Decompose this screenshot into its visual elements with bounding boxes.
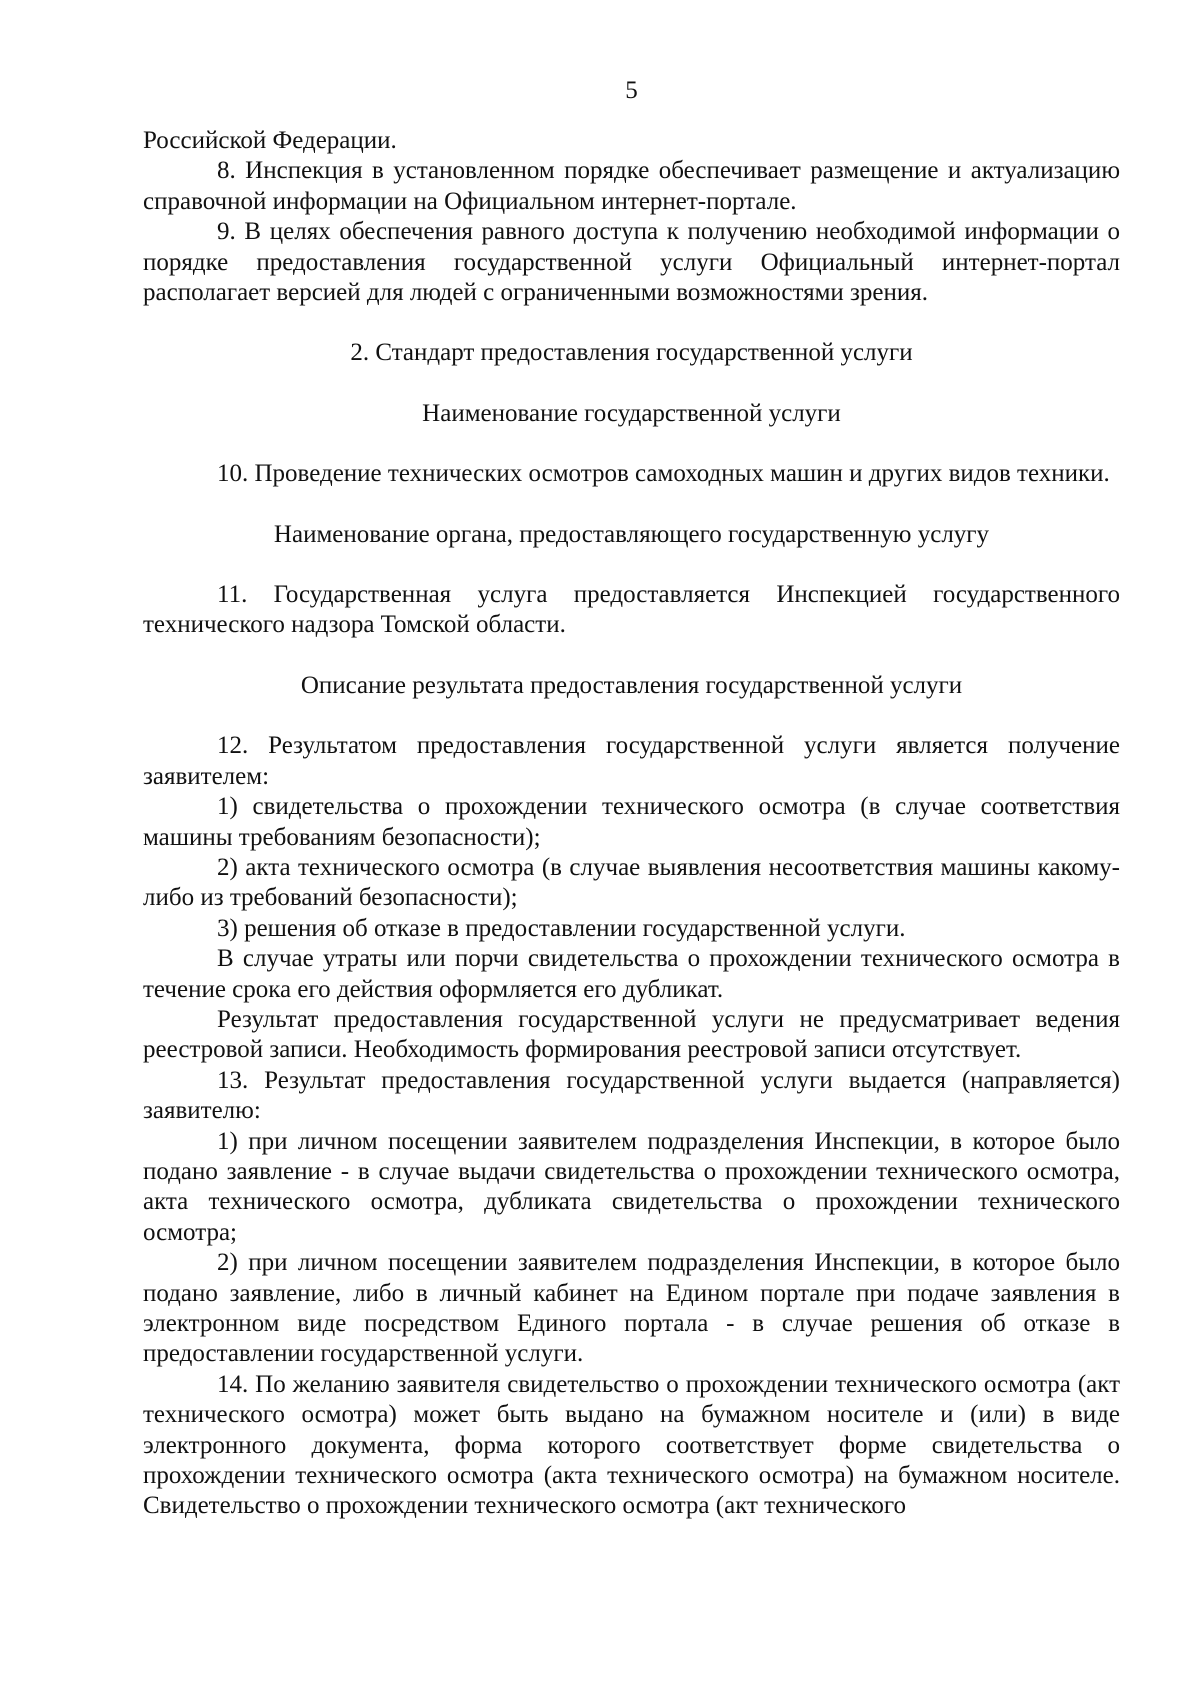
paragraph-12-item-3: 3) решения об отказе в предоставлении государственной услуги. (217, 914, 906, 942)
paragraph-12-item-1: 1) свидетельства о прохождении технического осмотра (в случае соответствия машины требованиям безопасности); (143, 793, 1120, 851)
subheading-organization-name: Наименование органа, предоставляющего государственную услугу (273, 520, 990, 548)
paragraph-8: 8. Инспекция в установленном порядке обеспечивает размещение и актуализацию справочной информации на Официальном интернет-портале. (143, 157, 1120, 215)
page-number: 5 (625, 77, 638, 104)
paragraph-12: 12. Результатом предоставления государственной услуги является получение заявителем: (143, 732, 1120, 790)
paragraph-continuation: Российской Федерации. (143, 127, 397, 154)
subheading-service-name: Наименование государственной услуги (422, 399, 841, 427)
document-page (143, 0, 1120, 1697)
paragraph-9: 9. В целях обеспечения равного доступа к получению необходимой информации о порядке предоставления государственной услуги Официальный интернет-портал располагает версией для людей с ограниченными возможностями зрения. (143, 218, 1120, 307)
paragraph-13-item-1: 1) при личном посещении заявителем подразделения Инспекции, в которое было подано заявление - в случае выдачи свидетельства о прохождении технического осмотра, акта технического осмотра, дубликата свидетельства о прохождении технического осмотра; (143, 1127, 1120, 1246)
paragraph-13: 13. Результат предоставления государственной услуги выдается (направляется) заявителю: (143, 1066, 1120, 1125)
paragraph-12-item-2: 2) акта технического осмотра (в случае выявления несоответствия машины какому-либо из требований безопасности); (143, 853, 1120, 912)
paragraph-14: 14. По желанию заявителя свидетельство о прохождении технического осмотра (акт технического осмотра) может быть выдано на бумажном носителе и (или) в виде электронного документа, форма которого соответствует форме свидетельства о прохождении технического осмотра (акта технического осмотра) на бумажном носителе. Свидетельство о прохождении технического осмотра (акт технического (143, 1370, 1120, 1520)
paragraph-12-registry: Результат предоставления государственной услуги не предусматривает ведения реестровой записи. Необходимость формирования реестровой записи отсутствует. (143, 1005, 1120, 1064)
paragraph-13-item-2: 2) при личном посещении заявителем подразделения Инспекции, в которое было подано заявление, либо в личный кабинет на Едином портале при подаче заявления в электронном виде посредством Единого портала - в случае решения об отказе в предоставлении государственной услуги. (143, 1249, 1120, 1368)
paragraph-12-duplicate: В случае утраты или порчи свидетельства о прохождении технического осмотра в течение срока его действия оформляется его дубликат. (143, 945, 1120, 1003)
paragraph-10: 10. Проведение технических осмотров самоходных машин и других видов техники. (217, 460, 1110, 488)
paragraph-11: 11. Государственная услуга предоставляется Инспекцией государственного технического надзора Томской области. (143, 581, 1120, 639)
section-heading-standard: 2. Стандарт предоставления государственной услуги (350, 339, 913, 367)
document-body (143, 126, 1120, 1522)
subheading-result-description: Описание результата предоставления государственной услуги (300, 671, 963, 699)
